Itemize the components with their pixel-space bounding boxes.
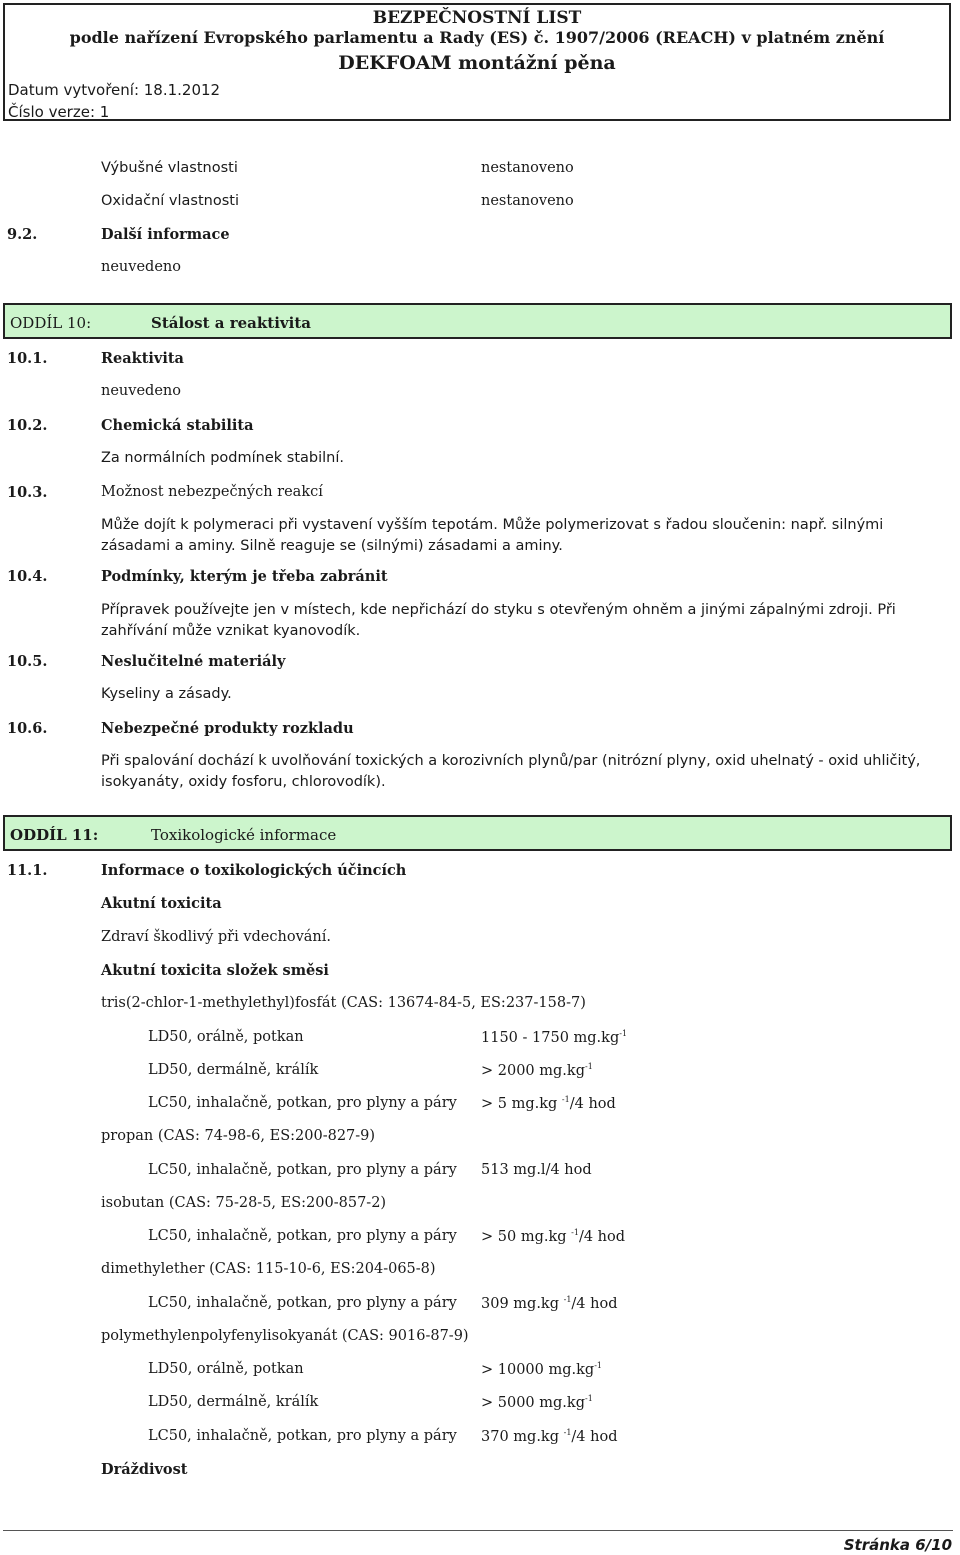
acute-toxicity-heading: Akutní toxicita xyxy=(101,895,222,912)
document-title: BEZPEČNOSTNÍ LIST xyxy=(372,8,582,28)
subsection-number: 10.6. xyxy=(7,720,48,737)
subsection-number: 10.5. xyxy=(7,653,48,670)
section-number: ODDÍL 10: xyxy=(10,314,92,332)
subsection-title: Možnost nebezpečných reakcí xyxy=(101,484,323,500)
irritation-heading: Dráždivost xyxy=(101,1461,188,1478)
component-name: dimethylether (CAS: 115-10-6, ES:204-065-8) xyxy=(101,1261,436,1277)
product-name: DEKFOAM montážní pěna xyxy=(338,52,616,74)
subsection-text: Přípravek používejte jen v místech, kde nepřichází do styku s otevřeným ohněm a jinými zápalnými zdroji. Při zahřívání může vznikat kyanovodík. xyxy=(101,602,896,639)
subsection-title: Neslučitelné materiály xyxy=(101,653,286,670)
component-name: propan (CAS: 74-98-6, ES:200-827-9) xyxy=(101,1128,376,1144)
tox-test-label: LC50, inhalačně, potkan, pro plyny a páry xyxy=(148,1428,457,1444)
tox-test-label: LC50, inhalačně, potkan, pro plyny a páry xyxy=(148,1228,457,1244)
section-title: Stálost a reaktivita xyxy=(151,314,311,332)
document-header xyxy=(3,3,951,121)
subsection-text: Může dojít k polymeraci při vystavení vyšším tepotám. Může polymerizovat s řadou sloučenin: např. silnými zásadami a aminy. Silně reaguje se (silnými) zásadami a aminy. xyxy=(101,517,884,554)
subsection-number: 11.1. xyxy=(7,862,48,879)
tox-test-label: LC50, inhalačně, potkan, pro plyny a páry xyxy=(148,1095,457,1111)
acute-toxicity-text: Zdraví škodlivý při vdechování. xyxy=(101,929,332,945)
subsection-title: Reaktivita xyxy=(101,350,184,367)
subsection-text: Za normálních podmínek stabilní. xyxy=(101,450,344,466)
tox-test-value: 1150 - 1750 $mg.kg^{-1}$ xyxy=(481,1029,628,1046)
components-heading: Akutní toxicita složek směsi xyxy=(101,962,329,979)
prop-label: Oxidační vlastnosti xyxy=(101,193,239,209)
prop-label: Výbušné vlastnosti xyxy=(101,160,238,176)
creation-date: Datum vytvoření: 18.1.2012 xyxy=(8,81,221,99)
regulation-line: podle nařízení Evropského parlamentu a Rady (ES) č. 1907/2006 (REACH) v platném znění xyxy=(69,28,885,47)
tox-test-value: 309 mg.kg $^{-1}$/4 hod xyxy=(481,1295,618,1312)
version-number: Číslo verze: 1 xyxy=(8,103,110,121)
subsection-text: neuvedeno xyxy=(101,259,181,275)
subsection-title: Chemická stabilita xyxy=(101,417,254,434)
subsection-text: neuvedeno xyxy=(101,383,181,399)
subsection-title: Další informace xyxy=(101,226,230,243)
component-name: isobutan (CAS: 75-28-5, ES:200-857-2) xyxy=(101,1195,387,1211)
tox-test-label: LD50, dermálně, králík xyxy=(148,1394,319,1410)
tox-test-label: LD50, orálně, potkan xyxy=(148,1029,304,1045)
subsection-number: 10.2. xyxy=(7,417,48,434)
section-10-header xyxy=(3,303,952,339)
tox-test-value: > 5 mg.kg $^{-1}$/4 hod xyxy=(481,1095,616,1112)
component-name: polymethylenpolyfenylisokyanát (CAS: 9016-87-9) xyxy=(101,1328,469,1344)
tox-test-value: > 10000 $mg.kg^{-1}$ xyxy=(481,1361,603,1378)
tox-test-label: LC50, inhalačně, potkan, pro plyny a páry xyxy=(148,1162,457,1178)
section-11-header xyxy=(3,815,952,851)
subsection-title: Podmínky, kterým je třeba zabránit xyxy=(101,568,388,585)
tox-test-label: LC50, inhalačně, potkan, pro plyny a páry xyxy=(148,1295,457,1311)
tox-test-value: 513 mg.l/4 hod xyxy=(481,1162,592,1178)
subsection-number: 10.4. xyxy=(7,568,48,585)
subsection-number: 10.3. xyxy=(7,484,48,501)
footer-divider xyxy=(3,1530,953,1531)
prop-value: nestanoveno xyxy=(481,193,574,209)
tox-test-value: > 5000 $mg.kg^{-1}$ xyxy=(481,1394,593,1411)
subsection-number: 9.2. xyxy=(7,226,38,243)
tox-test-label: LD50, orálně, potkan xyxy=(148,1361,304,1377)
page-number: Stránka 6/10 xyxy=(843,1536,952,1554)
tox-test-value: 370 mg.kg $^{-1}$/4 hod xyxy=(481,1428,618,1445)
component-name: tris(2-chlor-1-methylethyl)fosfát (CAS: 13674-84-5, ES:237-158-7) xyxy=(101,995,586,1011)
tox-test-label: LD50, dermálně, králík xyxy=(148,1062,319,1078)
tox-test-value: > 50 mg.kg $^{-1}$/4 hod xyxy=(481,1228,626,1245)
subsection-text: Při spalování dochází k uvolňování toxických a korozivních plynů/par (nitrózní plyny, oxid uhelnatý - oxid uhličitý, isokyanáty, oxidy fosforu, chlorovodík). xyxy=(101,753,921,790)
subsection-title: Informace o toxikologických účincích xyxy=(101,862,407,879)
section-number: ODDÍL 11: xyxy=(10,826,99,844)
prop-value: nestanoveno xyxy=(481,160,574,176)
tox-test-value: > 2000 $mg.kg^{-1}$ xyxy=(481,1062,593,1079)
subsection-title: Nebezpečné produkty rozkladu xyxy=(101,720,354,737)
section-title: Toxikologické informace xyxy=(151,826,337,844)
subsection-number: 10.1. xyxy=(7,350,48,367)
subsection-text: Kyseliny a zásady. xyxy=(101,686,232,702)
